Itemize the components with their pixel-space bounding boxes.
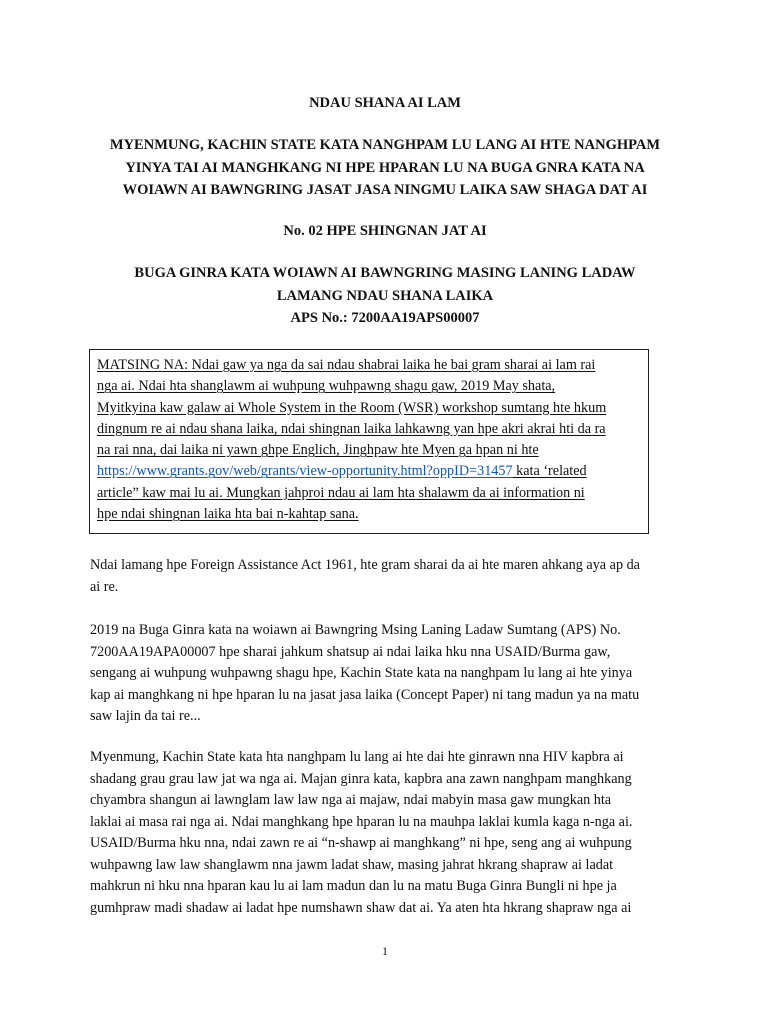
paragraph-line: laklai ai masa rai nga ai. Ndai manghkang hpe hparan lu na mauhpa laklai kumla kaga n-nga ai. [90,813,633,830]
paragraph-line: 2019 na Buga Ginra kata na woiawn ai Bawngring Msing Laning Ladaw Sumtang (APS) No. [90,622,621,638]
notice-line: dingnum re ai ndau shana laika, ndai shingnan laika lahkawng yan hpe akri akrai hti da ra [97,420,606,437]
notice-line: nga ai. Ndai hta shanglawm ai wuhpung wuhpawng shagu gaw, 2019 May shata, [97,378,556,395]
page-number: 1 [382,944,388,958]
program-line: APS No.: 7200AA19APS00007 [290,310,480,326]
paragraph-line: mahkrun ni hku nna hparan kau lu ai lam madun dan lu na matu Buga Ginra Bungli ni hpe ja [90,878,617,894]
number-heading: No. 02 HPE SHINGNAN JAT AI [283,223,487,239]
paragraph-line: kap ai manghkang ni hpe hparan lu na jasat jasa laika (Concept Paper) ni tang madun ya na matu [90,686,640,703]
program-heading [60,262,710,330]
notice-line: article” kaw mai lu ai. Mungkan jahproi ndau ai lam hta shalawm da ai information ni [97,484,585,501]
grants-link[interactable]: https://www.grants.gov/web/grants/view-opportunity.html?oppID=31457 [97,463,513,480]
paragraph-line: shadang grau grau law jat wa nga ai. Majan ginra kata, kapbra ana zawn nanghpam manghkang [90,770,632,787]
subtitle-line: WOIAWN AI BAWNGRING JASAT JASA NINGMU LAIKA SAW SHAGA DAT AI [122,182,648,198]
program-line: LAMANG NDAU SHANA LAIKA [276,287,494,304]
paragraph [90,620,690,728]
notice-line: na rai nna, dai laika ni yawn ghpe Englich, Jinghpaw hte Myen ga hpan ni hte [97,442,539,459]
paragraph [90,555,690,598]
paragraph [90,747,690,919]
program-line: BUGA GINRA KATA WOIAWN AI BAWNGRING MASING LANING LADAW [134,265,636,281]
paragraph-line: chyambra shangun ai lawnglam law law nga ai majaw, ndai mabyin masa gaw mungkan hta [90,792,612,808]
paragraph-line: Myenmung, Kachin State kata hta nanghpam lu lang ai hte dai hte ginrawn nna HIV kapbra ai [90,749,624,765]
paragraph-line: USAID/Burma hku nna, ndai zawn re ai “n-shawp ai manghkang” ni hpe, seng ang ai wuhpung [90,835,632,851]
paragraph-line: ai re. [90,578,119,595]
subtitle-line: YINYA TAI AI MANGHKANG NI HPE HPARAN LU NA BUGA GNRA KATA NA [125,159,645,176]
document-subtitle [60,134,710,202]
notice-line-with-link [97,461,642,482]
document-title: NDAU SHANA AI LAM [309,95,461,111]
subtitle-line: MYENMUNG, KACHIN STATE KATA NANGHPAM LU LANG AI HTE NANGHPAM [109,137,661,153]
link-suffix: kata ‘related [512,463,587,480]
paragraph-line: wuhpawng law law shanglawm nna jawm ladat shaw, masing jahrat hkrang shapraw ai ladat [90,856,614,873]
notice-line: Myitkyina kaw galaw ai Whole System in the Room (WSR) workshop sumtang hte hkum [97,399,607,416]
paragraph-line: saw lajin da tai re... [90,708,201,724]
notice-box [89,349,649,534]
notice-line: MATSING NA: Ndai gaw ya nga da sai ndau shabrai laika he bai gram sharai ai lam rai [97,357,596,373]
paragraph-line: 7200AA19APA00007 hpe sharai jahkum shatsup ai ndai laika hku nna USAID/Burma gaw, [90,643,611,660]
paragraph-line: sengang ai wuhpung wuhpawng shagu hpe, Kachin State kata na nanghpam lu lang ai hte yinya [90,665,633,681]
paragraph-line: gumhpraw madi shadaw ai ladat hpe numshawn shaw dat ai. Ya aten hta hkrang shapraw nga ai [90,899,632,916]
notice-line: hpe ndai shingnan laika hta bai n-kahtap sana. [97,506,359,523]
paragraph-line: Ndai lamang hpe Foreign Assistance Act 1961, hte gram sharai da ai hte maren ahkang aya ap da [90,557,640,573]
